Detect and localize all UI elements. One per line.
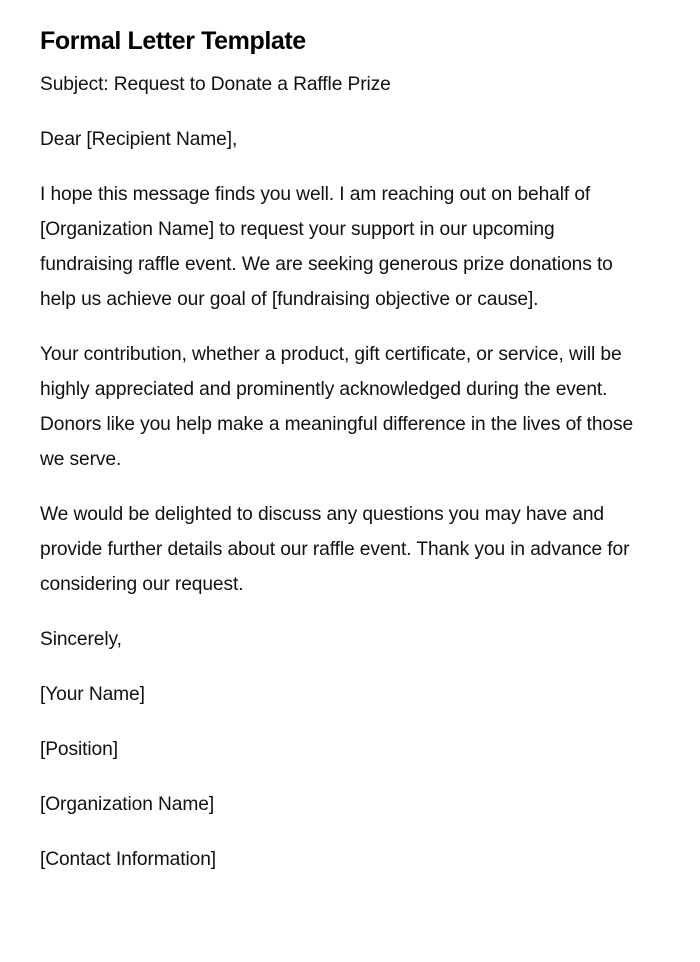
signature-name: [Your Name] xyxy=(40,684,145,705)
body-paragraph-closing: We would be delighted to discuss any questions you may have and provide further details about our raffle event. Thank you in advance for considering our request. xyxy=(40,504,630,595)
body-paragraph-contribution: Your contribution, whether a product, gift certificate, or service, will be highly appreciated and prominently acknowledged during the event. Donors like you help make a meaningful difference in the lives of those we serve. xyxy=(40,344,634,470)
body-paragraph-intro: I hope this message finds you well. I am reaching out on behalf of [Organization Name] to request your support in our upcoming fundraising raffle event. We are seeking generous prize donations to help us achieve our goal of [fundraising objective or cause]. xyxy=(40,184,613,310)
document-title: Formal Letter Template xyxy=(40,27,306,55)
signature-position: [Position] xyxy=(40,739,118,760)
signature-contact: [Contact Information] xyxy=(40,849,217,870)
salutation: Dear [Recipient Name], xyxy=(40,129,238,150)
signature-organization: [Organization Name] xyxy=(40,794,215,815)
subject-line: Subject: Request to Donate a Raffle Prize xyxy=(40,74,391,95)
closing-line: Sincerely, xyxy=(40,629,122,650)
